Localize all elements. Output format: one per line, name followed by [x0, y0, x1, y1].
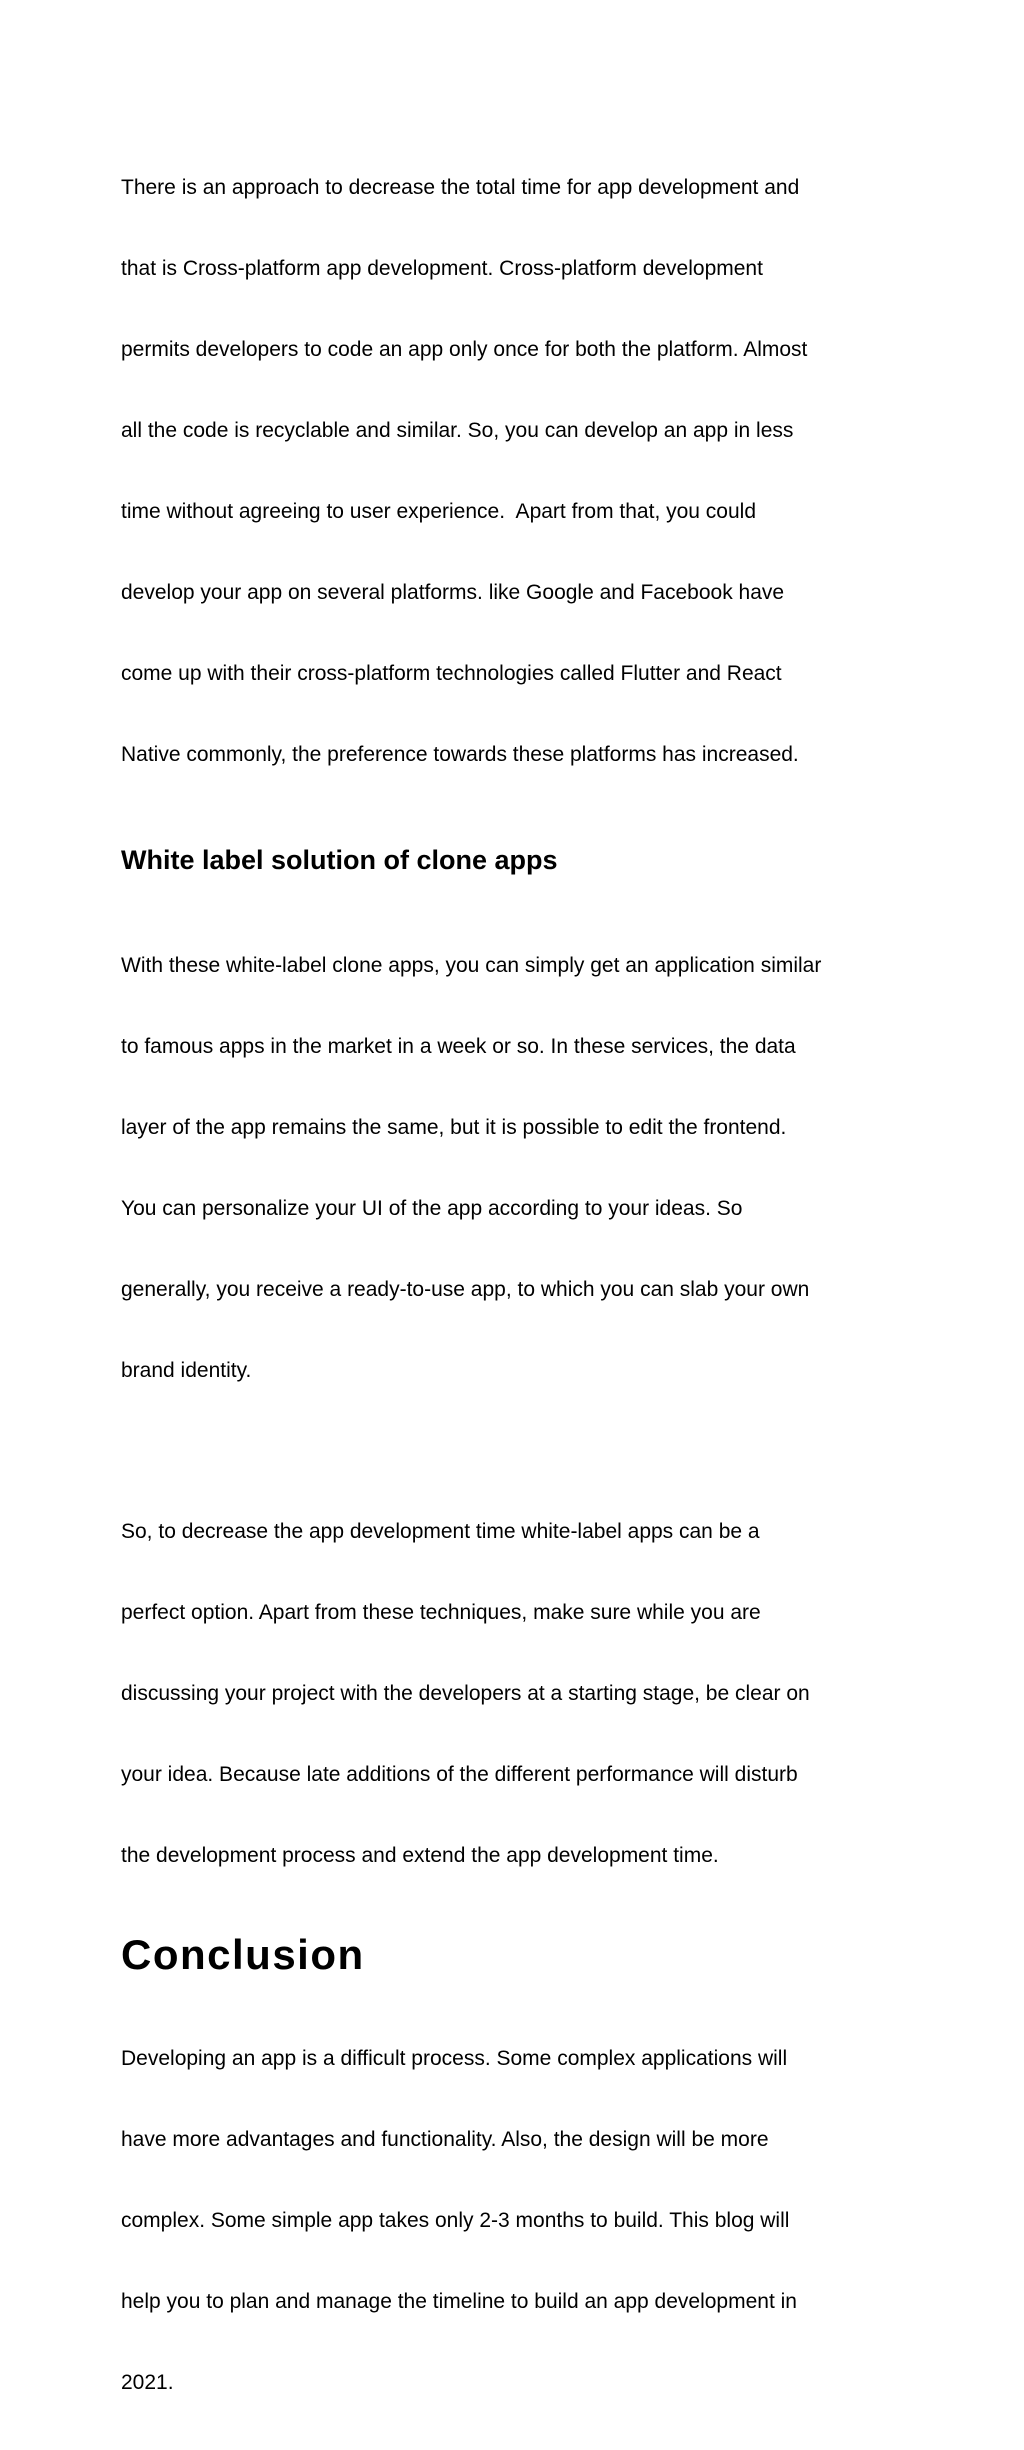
intro-paragraph [121, 120, 921, 822]
text-line: that is Cross-platform app development. Cross-platform development [121, 257, 763, 280]
text-line: With these white-label clone apps, you can simply get an application similar [121, 954, 822, 977]
text-line: have more advantages and functionality. Also, the design will be more [121, 2128, 769, 2151]
white-label-paragraph [121, 898, 921, 1438]
text-line: permits developers to code an app only once for both the platform. Almost [121, 338, 808, 361]
decrease-time-paragraph [121, 1464, 921, 1923]
text-line: So, to decrease the app development time white-label apps can be a [121, 1520, 760, 1543]
text-line: develop your app on several platforms. like Google and Facebook have [121, 581, 785, 604]
text-line: You can personalize your UI of the app according to your ideas. So [121, 1197, 743, 1220]
text-line: Developing an app is a difficult process. Some complex applications will [121, 2047, 788, 2070]
text-line: complex. Some simple app takes only 2-3 months to build. This blog will [121, 2209, 790, 2232]
text-line: time without agreeing to user experience. Apart from that, you could [121, 500, 757, 523]
text-line: 2021. [121, 2371, 174, 2394]
text-line: all the code is recyclable and similar. So, you can develop an app in less [121, 419, 794, 442]
text-line: the development process and extend the app development time. [121, 1844, 719, 1867]
white-label-heading: White label solution of clone apps [121, 845, 558, 875]
text-line: to famous apps in the market in a week or so. In these services, the data [121, 1035, 796, 1058]
text-line: generally, you receive a ready-to-use app, to which you can slab your own [121, 1278, 810, 1301]
text-line: Native commonly, the preference towards these platforms has increased. [121, 743, 799, 766]
conclusion-paragraph [121, 1991, 921, 2450]
document-page [121, 120, 921, 2450]
text-line: your idea. Because late additions of the different performance will disturb [121, 1763, 798, 1786]
text-line: layer of the app remains the same, but it is possible to edit the frontend. [121, 1116, 787, 1139]
text-line: come up with their cross-platform technologies called Flutter and React [121, 662, 782, 685]
text-line: discussing your project with the developers at a starting stage, be clear on [121, 1682, 810, 1705]
text-line: There is an approach to decrease the total time for app development and [121, 176, 800, 199]
text-line: help you to plan and manage the timeline to build an app development in [121, 2290, 797, 2313]
conclusion-heading: Conclusion [121, 1931, 365, 1978]
text-line: perfect option. Apart from these techniques, make sure while you are [121, 1601, 761, 1624]
text-line: brand identity. [121, 1359, 252, 1382]
